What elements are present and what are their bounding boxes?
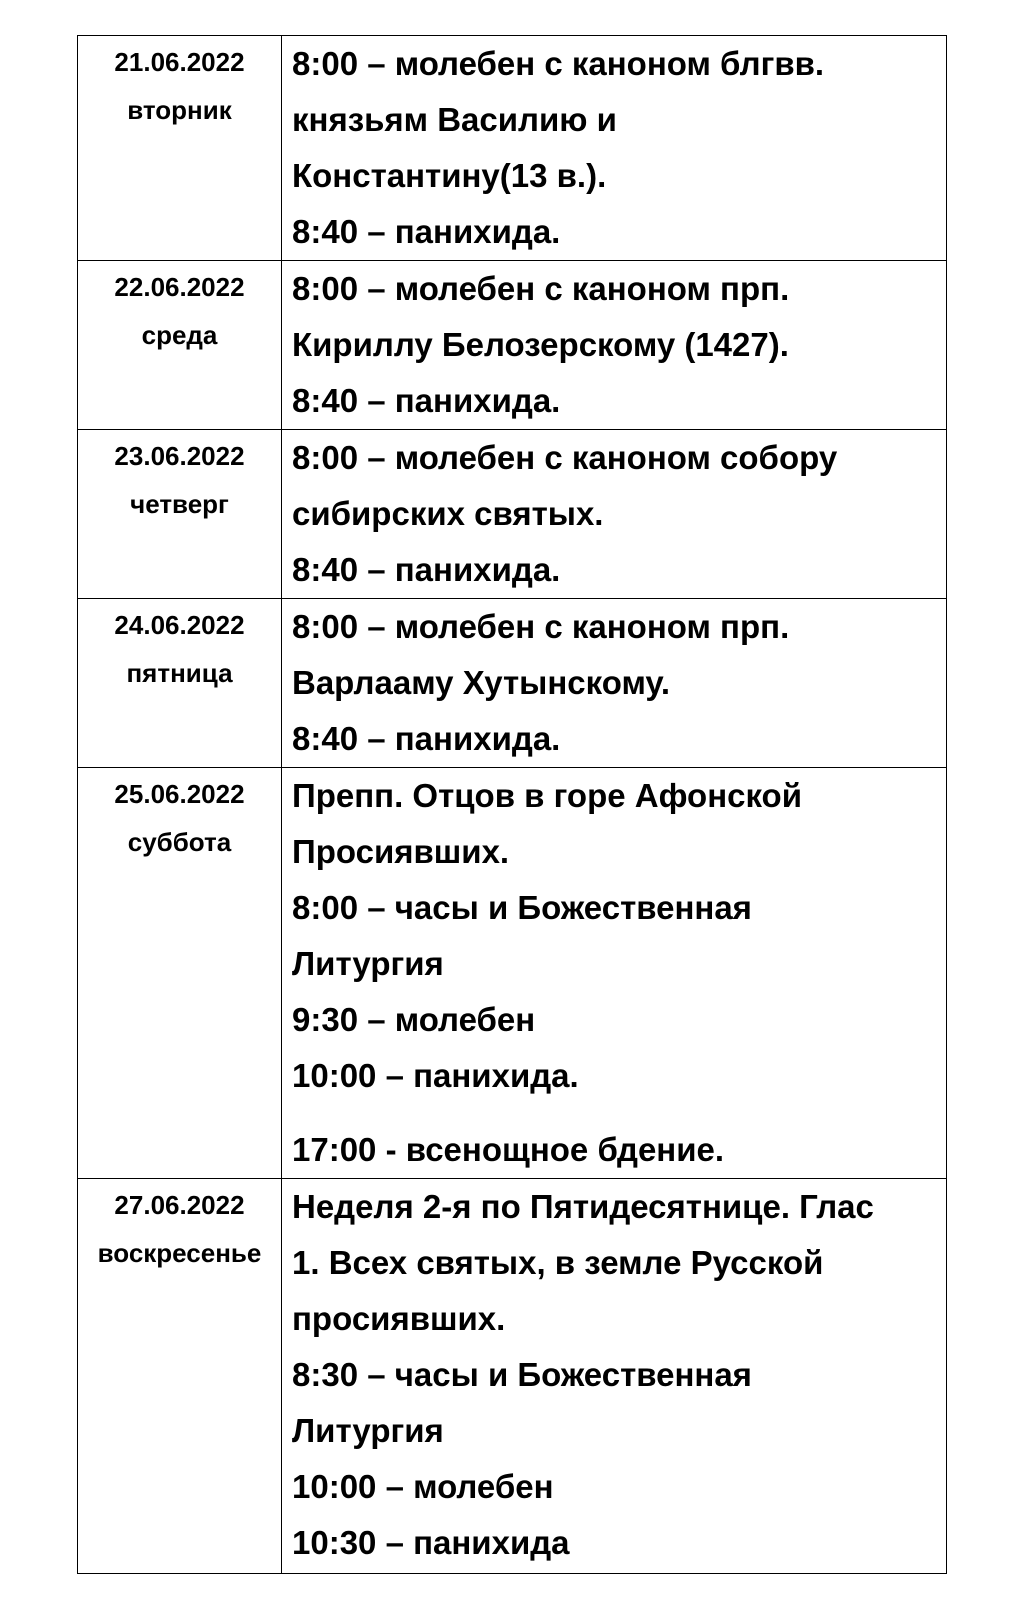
row-date: 23.06.2022 xyxy=(114,441,245,471)
row-date: 21.06.2022 xyxy=(114,47,245,77)
row-date: 27.06.2022 xyxy=(114,1190,245,1220)
row-date: 25.06.2022 xyxy=(114,779,245,809)
schedule-body xyxy=(78,36,947,1574)
service-line: 8:40 – панихида. xyxy=(292,720,561,757)
table-row xyxy=(78,36,947,261)
service-cell xyxy=(282,430,947,599)
service-line: Литургия xyxy=(292,1412,444,1449)
row-weekday: воскресенье xyxy=(97,1238,262,1268)
schedule-table xyxy=(77,35,947,1574)
service-line: Просиявших. xyxy=(292,833,510,870)
table-row xyxy=(78,768,947,1179)
service-line: князьям Василию и xyxy=(292,101,617,138)
service-line: 8:40 – панихида. xyxy=(292,551,561,588)
service-line: Препп. Отцов в горе Афонской xyxy=(292,777,803,814)
row-weekday: вторник xyxy=(127,95,232,125)
row-weekday: пятница xyxy=(126,658,233,688)
date-cell xyxy=(78,261,282,430)
service-line: просиявших. xyxy=(292,1300,506,1337)
service-cell xyxy=(282,599,947,768)
date-cell xyxy=(78,36,282,261)
service-line: Неделя 2-я по Пятидесятнице. Глас xyxy=(292,1188,874,1225)
service-line: сибирских святых. xyxy=(292,495,604,532)
row-weekday: среда xyxy=(141,320,218,350)
service-line: 8:00 – часы и Божественная xyxy=(292,889,752,926)
service-line: 9:30 – молебен xyxy=(292,1001,536,1038)
service-cell xyxy=(282,1179,947,1574)
service-cell xyxy=(282,36,947,261)
row-date: 24.06.2022 xyxy=(114,610,245,640)
row-weekday: суббота xyxy=(127,827,232,857)
row-date: 22.06.2022 xyxy=(114,272,245,302)
table-row xyxy=(78,261,947,430)
service-line: 8:40 – панихида. xyxy=(292,213,561,250)
service-cell xyxy=(282,768,947,1179)
service-line: 8:00 – молебен с каноном прп. xyxy=(292,270,790,307)
service-line: 8:40 – панихида. xyxy=(292,382,561,419)
date-cell xyxy=(78,768,282,1179)
service-line: 10:00 – молебен xyxy=(292,1468,554,1505)
service-line: 8:30 – часы и Божественная xyxy=(292,1356,752,1393)
date-cell xyxy=(78,430,282,599)
table-row xyxy=(78,1179,947,1574)
table-row xyxy=(78,430,947,599)
service-cell xyxy=(282,261,947,430)
service-line: 1. Всех святых, в земле Русской xyxy=(292,1244,824,1281)
service-line: 10:00 – панихида. xyxy=(292,1057,579,1094)
table-row xyxy=(78,599,947,768)
date-cell xyxy=(78,599,282,768)
service-line: Литургия xyxy=(292,945,444,982)
service-line: Константину(13 в.). xyxy=(292,157,607,194)
service-line: Кириллу Белозерскому (1427). xyxy=(292,326,789,363)
service-line: 8:00 – молебен с каноном прп. xyxy=(292,608,790,645)
service-line: Варлааму Хутынскому. xyxy=(292,664,671,701)
service-line: 17:00 - всенощное бдение. xyxy=(292,1131,725,1168)
service-line: 8:00 – молебен с каноном собору xyxy=(292,439,838,476)
row-weekday: четверг xyxy=(130,489,229,519)
service-line: 8:00 – молебен с каноном блгвв. xyxy=(292,45,825,82)
date-cell xyxy=(78,1179,282,1574)
service-line: 10:30 – панихида xyxy=(292,1524,570,1561)
